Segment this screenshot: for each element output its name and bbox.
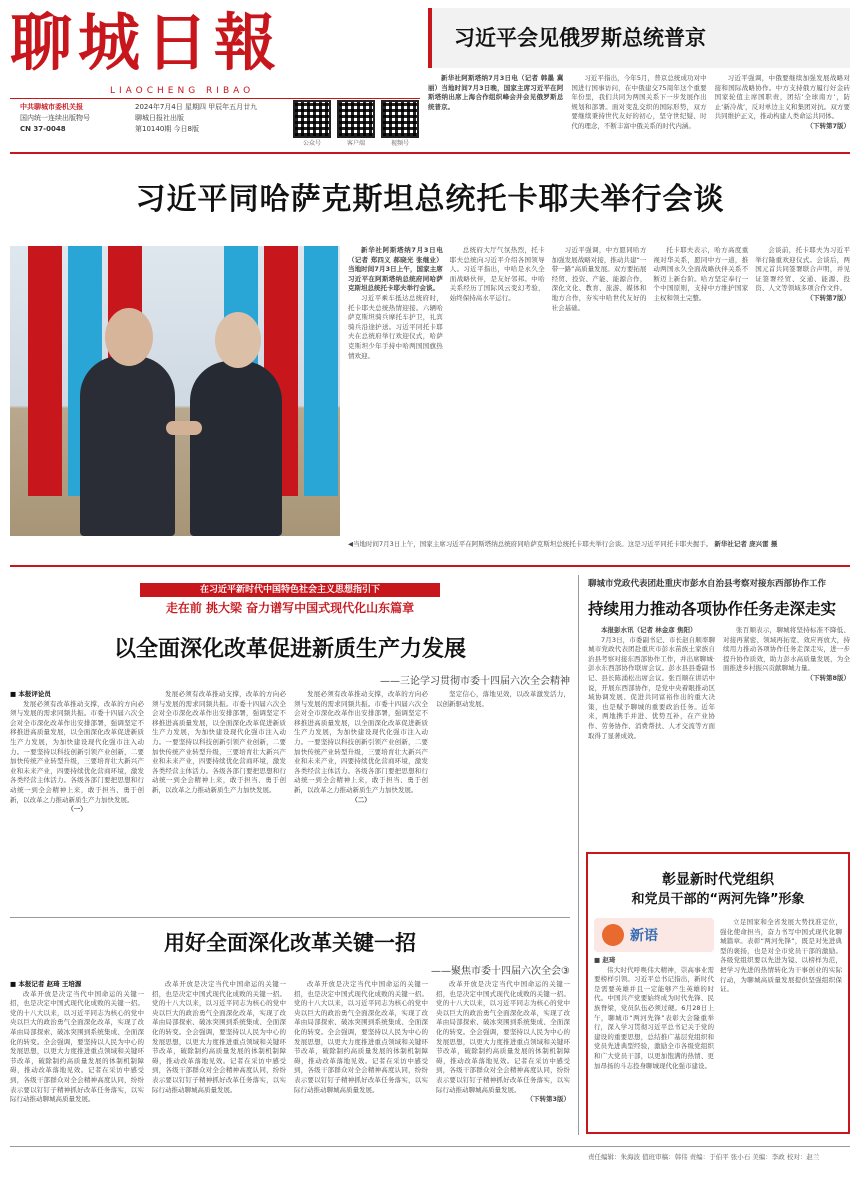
logo-text: 新语: [630, 928, 658, 944]
section-mark: （二）: [351, 795, 371, 804]
feature-box: [586, 852, 850, 1134]
main-story-paragraph: 习近平强调，中方愿同哈方加强发展战略对接，推动共建“一带一路”高质量发展。双方要拓展经贸、投资、产能、能源合作，深化文化、教育、旅游、媒体和地方合作，夯实中哈世代友好的社会基础。: [551, 246, 647, 312]
right-story-kicker: 聊城市党政代表团赴重庆市彭水自治县考察对接东西部协作工作: [588, 579, 827, 589]
person-right: [190, 361, 282, 536]
top-story-lead: 新华社阿斯塔纳7月3日电（记者 韩墨 冀丽）当地时间7月3日晚，国家主席习近平在阿斯塔纳出席上海合作组织峰会并会见俄罗斯总统普京。: [428, 74, 564, 111]
main-story-paragraph: 习近平乘车抵达总统府时，托卡耶夫总统热情迎接。六辆哈萨克斯坦骑兵摩托车护卫，礼宾骑兵沿途护送。习近平同托卡耶夫在总统府举行欢迎仪式，哈萨克斯坦少年手持中哈两国国旗热情欢迎。: [348, 293, 443, 360]
commentary1-byline: ■ 本报评论员: [10, 690, 51, 698]
feature-paragraph-text: 伟大时代呼唤伟大精神，崇高事业需要榜样引领。习近平总书记指出，新时代是需要英雄并且一定能够产生英雄的时代。中国共产党要始终成为时代先锋、民族脊梁，党员队伍必须过硬。6月28日上午，聊城市“两河先锋”表彰大会隆重举行，深入学习贯彻习近平总书记关于党的建设的重要思想，总结推广基层党组织和党员先进典型经验，激励全市各级党组织和广大党员干部，以更加饱满的热情、更加昂扬的斗志投身聊城现代化强市建设。: [594, 965, 714, 1070]
person-right-head: [215, 312, 261, 368]
commentary1-headline[interactable]: 以全面深化改革促进新质生产力发展: [113, 637, 466, 662]
feature-paragraph: [594, 966, 714, 1136]
right-story-paragraph: 7月3日，市委副书记、市长赵自顺率聊城市党政代表团赴重庆市彭水苗族土家族自治县考察对接东西部协作工作，并出席聊城·彭水东西部协作联席会议。彭水县县委副书记、县长陈涌松出席会议。张百顺在讲话中说，开展东西部协作，是党中央着眼推动区域协调发展、促进共同富裕作出的重大决策，也是赋予聊城的重要政治任务。近年来，两地携手并进、优势互补，在产业协作、劳务协作、消费帮扶、人才交流等方面取得了显著成效。: [588, 635, 715, 740]
masthead-title: 聊城日報: [10, 6, 283, 79]
qr-code-icon: [337, 100, 375, 138]
commentary1-paragraph: 发展必须有改革推动支撑，改革的方向必须与发展的需求同频共振。市委十四届六次全会对全市深化改革作出安排部署，强调坚定不移推进高质量发展，以全面深化改革促进新质生产力发展，为加快建设现代化强市注入动力。一要坚持以科技创新引领产业创新，二要加快传统产业转型升级，三要培育壮大新兴产业和未来产业，四要持续优化营商环境，激发各类经营主体活力。各级各部门要把思想和行动统一到全会精神上来，敢于担当、勇于创新，以改革之力推动新质生产力加快发展。: [294, 690, 428, 794]
main-story-paragraph: 总统府大厅气氛热烈，托卡耶夫总统向习近平介绍各国领导人。习近平指出，中哈是永久全面战略伙伴，是友好邻邦。中哈关系经历了国际风云变幻考验，始终保持高水平运行。: [449, 246, 545, 302]
commentary2-paragraph: 改革开放是决定当代中国命运的关键一招，也是决定中国式现代化成败的关键一招。党的十八大以来，以习近平同志为核心的党中央以巨大的政治勇气全面深化改革，实现了改革由局部探索、破冰突围到系统集成、全面深化的转变。全会强调，要坚持以人民为中心的发展思想，以更大力度推进重点领域和关键环节改革，破除制约高质量发展的体制机制障碍，推动改革落地见效。记者在采访中感受到，各级干部群众对全会精神高度认同，纷纷表示要以钉钉子精神抓好改革任务落实，以实际行动推动聊城高质量发展。: [436, 980, 570, 1094]
main-story-lead: 新华社阿斯塔纳7月3日电（记者 郑四义 郝晓光 张继业）当地时间7月3日上午，国家主席习近平在阿斯塔纳总统府同哈萨克斯坦总统托卡耶夫举行会谈。: [348, 246, 443, 293]
continue-note: （下转第7版）: [806, 121, 850, 130]
continue-note: （下转第7版）: [806, 293, 850, 302]
qr-code-icon: [381, 100, 419, 138]
commentary1-body: [10, 690, 570, 915]
main-story-paragraph: 托卡耶夫表示，哈方高度重视对华关系，愿同中方一道，推动两国永久全面战略伙伴关系不断迈上新台阶。哈方坚定奉行一个中国原则，支持中方维护国家主权和领土完整。: [653, 246, 749, 302]
top-story-paragraph: 习近平强调，中俄要继续加强发展战略对接和国际战略协作。中方支持俄方履行好金砖国家轮值主席国职责，团结‘全球南方’，防止‘新冷战’，反对单边主义和集团对抗。双方要共同维护正义，推动构建人类命运共同体。: [714, 74, 850, 121]
commentary1-subhead: ——三论学习贯彻市委十四届六次全会精神: [380, 676, 570, 687]
feature-byline: ■ 赵琦: [594, 956, 616, 964]
date-line: 2024年7月4日 星期四 甲辰年五月廿九: [135, 103, 258, 111]
qr-label: 视频号: [390, 140, 409, 147]
feature-logo: [594, 918, 714, 952]
top-story-body: [428, 74, 850, 146]
commentary2-paragraph: 改革开放是决定当代中国命运的关键一招，也是决定中国式现代化成败的关键一招。党的十八大以来，以习近平同志为核心的党中央以巨大的政治勇气全面深化改革，实现了改革由局部探索、破冰突围到系统集成、全面深化的转变。全会强调，要坚持以人民为中心的发展思想，以更大力度推进重点领域和关键环节改革，破除制约高质量发展的体制机制障碍，推动改革落地见效。记者在采访中感受到，各级干部群众对全会精神高度认同，纷纷表示要以钉钉子精神抓好改革任务落实，以实际行动推动聊城高质量发展。: [152, 980, 286, 1094]
commentary2-paragraph: 改革开放是决定当代中国命运的关键一招，也是决定中国式现代化成败的关键一招。党的十八大以来，以习近平同志为核心的党中央以巨大的政治勇气全面深化改革，实现了改革由局部探索、破冰突围到系统集成、全面深化的转变。全会强调，要坚持以人民为中心的发展思想，以更大力度推进重点领域和关键环节改革，破除制约高质量发展的体制机制障碍，推动改革落地见效。记者在采访中感受到，各级干部群众对全会精神高度认同，纷纷表示要以钉钉子精神抓好改革任务落实，以实际行动推动聊城高质量发展。: [10, 989, 144, 1104]
section-mark: （一）: [67, 805, 87, 814]
commentary2-headline[interactable]: 用好全面深化改革关键一招: [164, 931, 416, 955]
person-left: [80, 356, 175, 536]
commentary1-paragraph: 发展必须有改革推动支撑，改革的方向必须与发展的需求同频共振。市委十四届六次全会对全市深化改革作出安排部署，强调坚定不移推进高质量发展，以全面深化改革促进新质生产力发展，为加快建设现代化强市注入动力。一要坚持以科技创新引领产业创新，二要加快传统产业转型升级，三要培育壮大新兴产业和未来产业，四要持续优化营商环境，激发各类经营主体活力。各级各部门要把思想和行动统一到全会精神上来，敢于担当、勇于创新，以改革之力推动新质生产力加快发展。: [152, 690, 286, 794]
commentary1-paragraph: 发展必须有改革推动支撑，改革的方向必须与发展的需求同频共振。市委十四届六次全会对全市深化改革作出安排部署，强调坚定不移推进高质量发展，以全面深化改革促进新质生产力发展，为加快建设现代化强市注入动力。一要坚持以科技创新引领产业创新，二要加快传统产业转型升级，三要培育壮大新兴产业和未来产业，四要持续优化营商环境，激发各类经营主体活力。各级各部门要把思想和行动统一到全会精神上来，敢于担当、勇于创新，以改革之力推动新质生产力加快发展。: [10, 699, 144, 804]
right-story-headline[interactable]: 持续用力推动各项协作任务走深走实: [588, 600, 837, 618]
main-headline[interactable]: 习近平同哈萨克斯坦总统托卡耶夫举行会谈: [135, 182, 725, 217]
logo-icon: [602, 924, 624, 946]
top-story-headline-box: [428, 8, 850, 68]
main-story-body: [348, 246, 850, 536]
commentary2-subhead: ——聚焦市委十四届六次全会③: [431, 966, 570, 977]
commentary2-byline: ■ 本报记者 赵琦 王培源: [10, 980, 82, 988]
qr-code-icon: [293, 100, 331, 138]
issn-label: 国内统一连续出版物号: [20, 114, 90, 122]
masthead-subtitle: 中共聊城市委机关报: [20, 103, 83, 111]
feature-headline-line2[interactable]: 和党员干部的“两河先锋”形象: [631, 892, 805, 907]
issue-line: 第10140期 今日8版: [135, 125, 199, 133]
photo-caption: [348, 540, 850, 560]
publisher-line: 聊城日报社出版: [135, 114, 184, 122]
right-story-paragraph: 张百顺表示，聊城将坚持标准不降低、对接再紧密、领域再拓宽、效应再放大，持续用力推动各项协作任务走深走实，进一步提升协作质效，助力彭水高质量发展，为全面推进乡村振兴贡献聊城力量。: [723, 626, 850, 673]
qr-codes: [293, 100, 419, 147]
commentary1-paragraph: 坚定信心，落地见效，以改革激发活力，以创新驱动发展。: [436, 690, 570, 708]
right-story-body: [588, 626, 850, 848]
main-story-paragraph: 会谈前，托卡耶夫为习近平举行隆重欢迎仪式。会谈后，两国元首共同签署联合声明，并见证签署经贸、交通、能源、投资、人文等领域多项合作文件。: [755, 246, 850, 293]
feature-headline-line1[interactable]: 彰显新时代党组织: [662, 872, 774, 888]
qr-label: 客户端: [346, 140, 365, 147]
caption-credit: 新华社记者 庞兴雷 摄: [714, 540, 778, 548]
continue-note: （下转第8版）: [806, 673, 850, 682]
feature-paragraph: [720, 918, 842, 1130]
main-photo: [10, 246, 340, 536]
continue-note: （下转第3版）: [526, 1095, 570, 1104]
handshake: [166, 421, 202, 435]
qr-label: 公众号: [302, 140, 321, 147]
person-left-head: [105, 308, 153, 366]
masthead-pinyin: LIAOCHENG RIBAO: [110, 86, 255, 96]
right-story-byline: 本报彭水讯（记者 林金彦 焦阳）: [601, 626, 697, 634]
cn-number: CN 37-0048: [20, 125, 66, 133]
top-story-headline[interactable]: 习近平会见俄罗斯总统普京: [454, 26, 706, 50]
series-slogan[interactable]: 走在前 挑大梁 奋力谱写中国式现代化山东篇章: [165, 601, 415, 615]
caption-text: ◀当地时间7月3日上午，国家主席习近平在阿斯塔纳总统府同哈萨克斯坦总统托卡耶夫举行会谈。这是习近平同托卡耶夫握手。: [348, 540, 713, 548]
series-top-label: 在习近平新时代中国特色社会主义思想指引下: [140, 583, 440, 597]
feature-paragraph-text: 立足国家和全省发展大势找准定位，强化使命担当，奋力书写中国式现代化聊城篇章。表彰“两河先锋”，既是对先进典型的褒扬，也是对全市党员干部的激励。各级党组织要以先进为镜、以榜样为范，把学习先进的热情转化为干事创业的实际行动，为聊城高质量发展提供坚强组织保证。: [720, 918, 842, 994]
top-story-paragraph: 习近平指出，今年5月，普京总统成功对中国进行国事访问，在中俄建交75周年这个重要年份里，我们共同为两国关系下一步发展作出规划和部署。面对变乱交织的国际形势，双方要继续秉持世代友好的初心，坚守世纪疑、时代的理念，不断丰富中俄关系的时代内涵。: [571, 74, 707, 130]
commentary2-body: [10, 980, 570, 1130]
commentary2-paragraph: 改革开放是决定当代中国命运的关键一招，也是决定中国式现代化成败的关键一招。党的十八大以来，以习近平同志为核心的党中央以巨大的政治勇气全面深化改革，实现了改革由局部探索、破冰突围到系统集成、全面深化的转变。全会强调，要坚持以人民为中心的发展思想，以更大力度推进重点领域和关键环节改革，破除制约高质量发展的体制机制障碍，推动改革落地见效。记者在采访中感受到，各级干部群众对全会精神高度认同，纷纷表示要以钉钉子精神抓好改革任务落实，以实际行动推动聊城高质量发展。: [294, 980, 428, 1094]
footer-editors: 责任编辑：朱海波 值班审稿：韩伟 责编：于伯平 张小石 美编：李政 校对：赵兰: [588, 1153, 820, 1161]
